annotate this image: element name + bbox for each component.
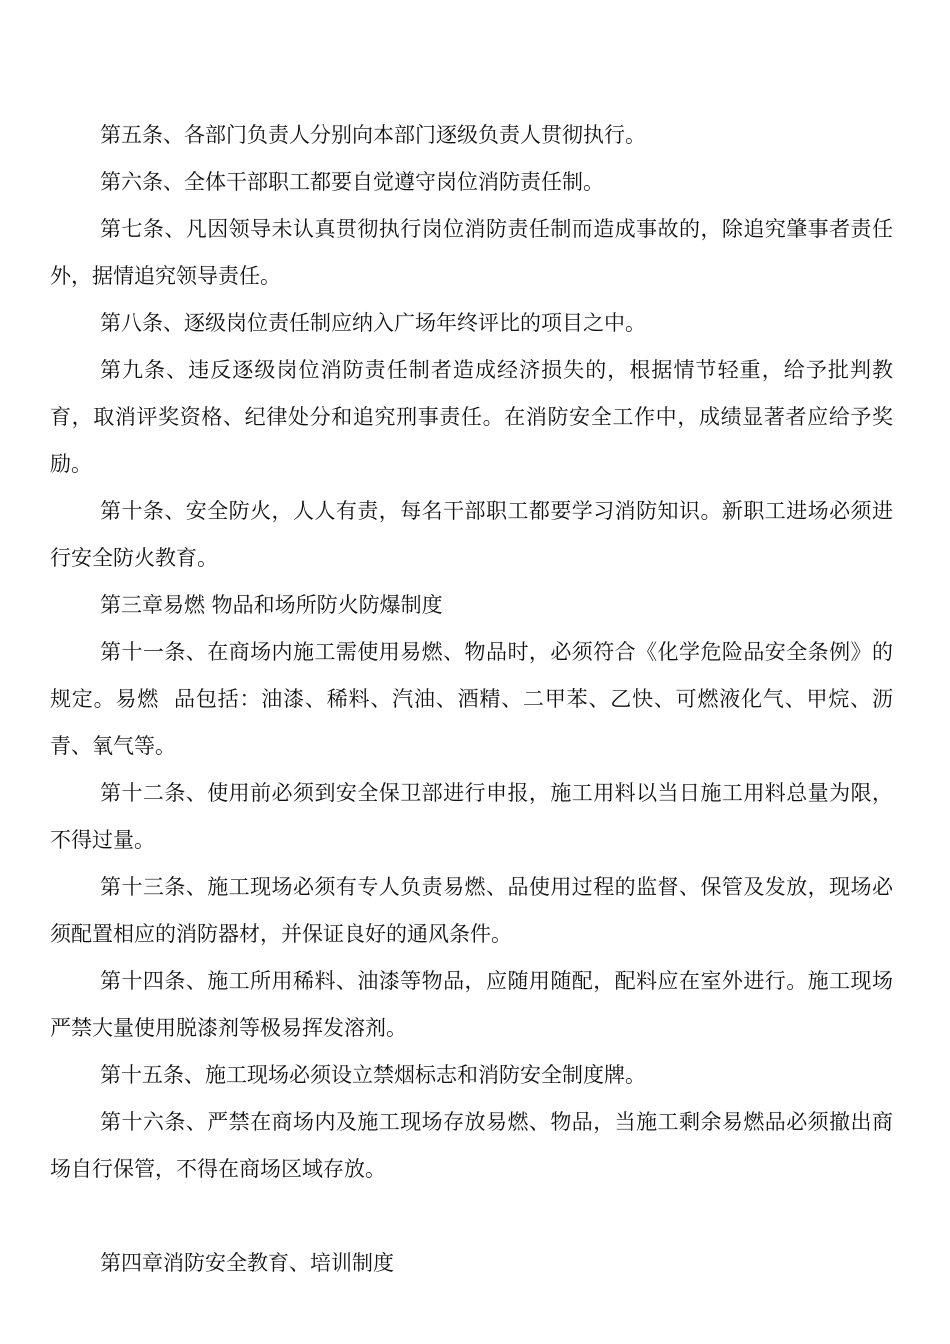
article-9: 第九条、违反逐级岗位消防责任制者造成经济损失的，根据情节轻重，给予批判教育，取消评奖资格、纪律处分和追究刑事责任。在消防安全工作中，成绩显著者应给予奖励。 bbox=[50, 358, 893, 476]
chapter-3-heading: 第三章易燃 物品和场所防火防爆制度 bbox=[100, 593, 443, 617]
article-14: 第十四条、施工所用稀料、油漆等物品，应随用随配，配料应在室外进行。施工现场严禁大量使用脱漆剂等极易挥发溶剂。 bbox=[50, 969, 893, 1040]
article-5: 第五条、各部门负责人分别向本部门逐级负责人贯彻执行。 bbox=[100, 123, 646, 147]
document-body bbox=[50, 112, 893, 1287]
article-15: 第十五条、施工现场必须设立禁烟标志和消防安全制度牌。 bbox=[100, 1063, 646, 1087]
article-12: 第十二条、使用前必须到安全保卫部进行申报，施工用料以当日施工用料总量为限，不得过量。 bbox=[50, 781, 893, 852]
section-spacer bbox=[50, 1193, 893, 1240]
article-6: 第六条、全体干部职工都要自觉遵守岗位消防责任制。 bbox=[100, 170, 604, 194]
article-11: 第十一条、在商场内施工需使用易燃、物品时，必须符合《化学危险品安全条例》的规定。易燃 品包括：油漆、稀料、汽油、酒精、二甲苯、乙快、可燃液化气、甲烷、沥青、氧气等。 bbox=[50, 640, 893, 758]
article-10: 第十条、安全防火，人人有责，每名干部职工都要学习消防知识。新职工进场必须进行安全防火教育。 bbox=[50, 499, 893, 570]
article-8: 第八条、逐级岗位责任制应纳入广场年终评比的项目之中。 bbox=[100, 311, 646, 335]
chapter-4-heading: 第四章消防安全教育、培训制度 bbox=[100, 1251, 394, 1275]
article-7: 第七条、凡因领导未认真贯彻执行岗位消防责任制而造成事故的，除追究肇事者责任外，据情追究领导责任。 bbox=[50, 217, 893, 288]
article-13: 第十三条、施工现场必须有专人负责易燃、品使用过程的监督、保管及发放，现场必须配置相应的消防器材，并保证良好的通风条件。 bbox=[50, 875, 893, 946]
article-16: 第十六条、严禁在商场内及施工现场存放易燃、物品，当施工剩余易燃品必须撤出商场自行保管，不得在商场区域存放。 bbox=[50, 1110, 893, 1181]
